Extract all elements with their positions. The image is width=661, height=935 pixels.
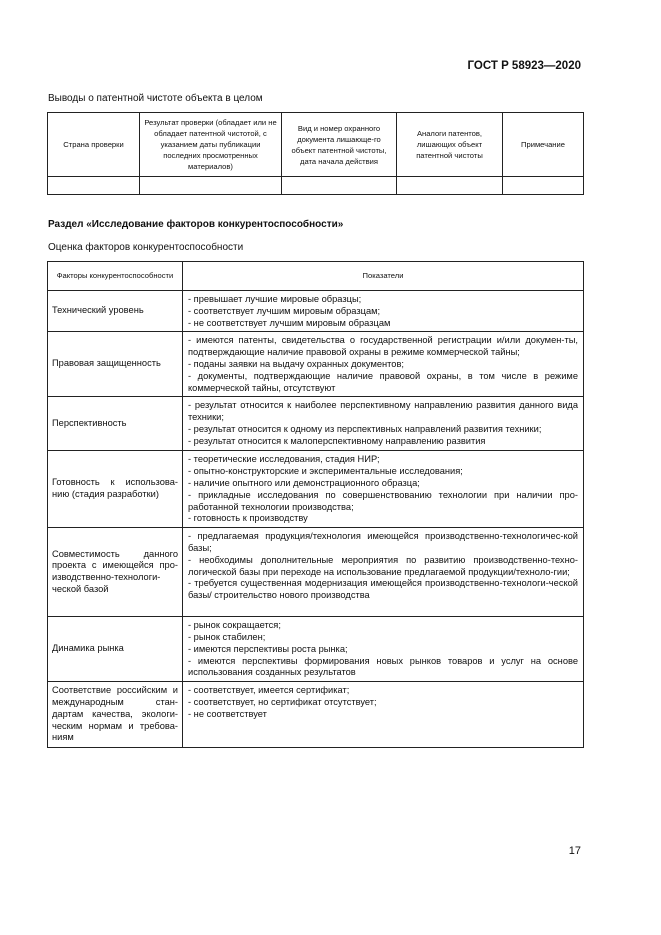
column-header: Примечание [503, 113, 584, 177]
indicator-item: - не соответствует [188, 708, 267, 719]
indicator-item: - готовность к производству [188, 513, 308, 524]
document-code: ГОСТ Р 58923—2020 [467, 60, 581, 72]
column-header: Вид и номер охранного документа лишающе-го объект патентной чистоты, дата начала действия [282, 113, 397, 177]
indicator-item: - необходимы дополнительные мероприятия по развитию производственно-техно-логической базы при переходе на использование предлагаемой продукции/техноло-гии; [188, 554, 578, 577]
competitiveness-factors-table [47, 261, 584, 748]
indicator-item: - соответствует, но сертификат отсутствует; [188, 696, 377, 707]
factor-cell: Правовая защищенность [48, 332, 183, 397]
indicators-cell [183, 397, 584, 451]
indicator-item: - имеются патенты, свидетельства о государственной регистрации и/или докумен-ты, подтверждающие наличие правовой охраны в режиме коммерческой тайны; [188, 335, 578, 358]
page-number: 17 [568, 845, 581, 857]
table-header-row [48, 113, 584, 177]
indicator-item: - соответствует лучшим мировым образцам; [188, 305, 381, 316]
table-row [48, 291, 584, 332]
indicator-item: - документы, подтверждающие наличие правовой охраны, в том числе в режиме коммерческой тайны, отсутствуют [188, 370, 578, 393]
table-row [48, 397, 584, 451]
indicator-item: - рынок сокращается; [188, 620, 281, 631]
column-header-indicators: Показатели [183, 262, 584, 291]
table-cell [140, 177, 282, 195]
indicator-item: - прикладные исследования по совершенствованию технологии при наличии про-работанной технологии производства; [188, 489, 578, 512]
indicators-cell [183, 528, 584, 617]
factors-table-title: Оценка факторов конкурентоспособности [48, 242, 244, 253]
indicator-item: - требуется существенная модернизация имеющейся производственно-технологи-ческой базы/ строительство нового производства [188, 578, 578, 601]
factor-cell: Динамика рынка [48, 617, 183, 682]
column-header: Результат проверки (обладает или не обладает патентной чистотой, с указанием даты публикации последних просмотренных материалов) [140, 113, 282, 177]
indicator-item: - опытно-конструкторские и экспериментальные исследования; [188, 466, 463, 477]
indicator-item: - поданы заявки на выдачу охранных документов; [188, 358, 404, 369]
table-cell [48, 177, 140, 195]
indicator-item: - результат относится к одному из перспективных направлений развития техники; [188, 423, 542, 434]
column-header: Аналоги патентов, лишающих объект патентной чистоты [397, 113, 503, 177]
table-row [48, 617, 584, 682]
section-title: Раздел «Исследование факторов конкурентоспособности» [48, 219, 344, 230]
factor-cell: Соответствие российским и международным стан-дартам качества, экологи-ческим нормам и требова-ниям [48, 682, 183, 748]
patent-table-title: Выводы о патентной чистоте объекта в целом [48, 93, 263, 104]
table-cell [282, 177, 397, 195]
factor-cell: Перспективность [48, 397, 183, 451]
indicator-item: - имеются перспективы роста рынка; [188, 643, 348, 654]
indicator-item: - превышает лучшие мировые образцы; [188, 294, 362, 304]
factor-cell: Готовность к использова-нию (стадия разработки) [48, 451, 183, 528]
indicator-item: - теоретические исследования, стадия НИР; [188, 454, 380, 465]
indicators-cell [183, 291, 584, 332]
indicator-item: - рынок стабилен; [188, 631, 266, 642]
factor-cell: Совместимость данного проекта с имеющейся про-изводственно-технологи-ческой базой [48, 528, 183, 617]
indicator-item: - результат относится к наиболее перспективному направлению развития данного вида техники; [188, 400, 578, 423]
indicator-item: - имеются перспективы формирования новых рынков товаров и услуг на основе использования созданных результатов [188, 655, 578, 678]
table-cell [397, 177, 503, 195]
table-header-row [48, 262, 584, 291]
indicator-item: - результат относится к малоперспективному направлению развития [188, 435, 486, 446]
indicator-item: - соответствует, имеется сертификат; [188, 685, 350, 696]
indicator-item: - наличие опытного или демонстрационного образца; [188, 477, 420, 488]
table-row [48, 451, 584, 528]
table-row [48, 177, 584, 195]
indicators-cell [183, 617, 584, 682]
table-row [48, 682, 584, 748]
column-header-factors: Факторы конкурентоспособности [48, 262, 183, 291]
column-header: Страна проверки [48, 113, 140, 177]
indicator-item: - не соответствует лучшим мировым образцам [188, 317, 391, 328]
patent-conclusions-table [47, 112, 584, 195]
indicator-item: - предлагаемая продукция/технология имеющейся производственно-технологичес-кой базы; [188, 531, 578, 553]
factor-cell: Технический уровень [48, 291, 183, 332]
table-row [48, 332, 584, 397]
table-row [48, 528, 584, 617]
table-cell [503, 177, 584, 195]
indicators-cell [183, 332, 584, 397]
indicators-cell [183, 451, 584, 528]
indicators-cell [183, 682, 584, 748]
